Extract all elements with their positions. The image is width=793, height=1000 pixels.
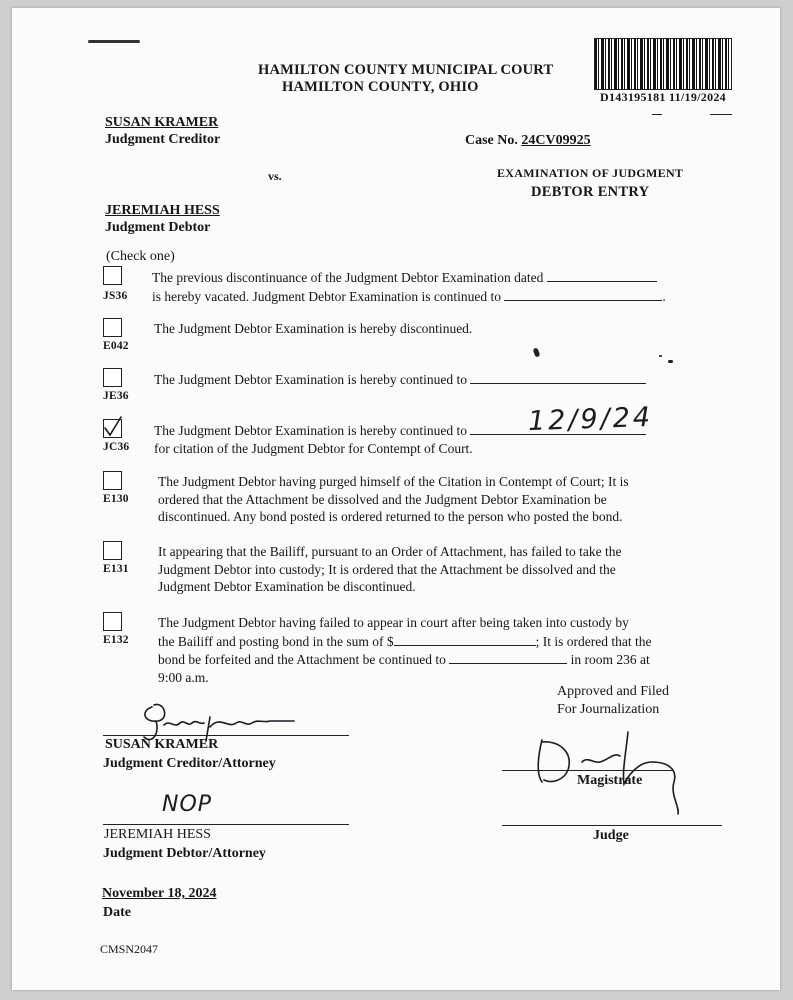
approved-line1: Approved and Filed <box>557 684 669 699</box>
date-label: Date <box>103 905 131 920</box>
debtor-signer-name: JEREMIAH HESS <box>104 827 211 842</box>
option-jc36-line1: The Judgment Debtor Examination is hereby continued to <box>154 423 468 438</box>
versus-label: vs. <box>268 169 282 183</box>
creditor-role: Judgment Creditor <box>105 132 221 147</box>
code-e131: E131 <box>103 563 129 575</box>
case-number-value: 24CV09925 <box>521 133 591 148</box>
creditor-signer-role: Judgment Creditor/Attorney <box>103 756 276 771</box>
checkbox-je36[interactable] <box>103 368 122 387</box>
check-mark-icon <box>100 413 126 439</box>
check-one-label: (Check one) <box>106 249 175 264</box>
option-e132-line2b: ; It is ordered that the <box>535 633 652 649</box>
option-e132-text <box>158 614 728 686</box>
checkbox-e132[interactable] <box>103 612 122 631</box>
option-jc36-line2: for citation of the Judgment Debtor for Contempt of Court. <box>154 440 473 456</box>
option-js36-text: The previous discontinuance of the Judgment Debtor Examination dated is hereby vacated. Judgment Debtor Examination is continued to . <box>152 270 666 304</box>
debtor-signer-role: Judgment Debtor/Attorney <box>103 846 266 861</box>
option-e132-line2a: the Bailiff and posting bond in the sum of $ <box>158 633 394 649</box>
barcode-icon <box>594 38 732 90</box>
checkbox-e131[interactable] <box>103 541 122 560</box>
judge-signature-line <box>502 825 722 826</box>
form-id: CMSN2047 <box>100 942 159 956</box>
debtor-role: Judgment Debtor <box>105 220 211 235</box>
creditor-signature-line <box>103 735 349 736</box>
barcode-stamp-text: D143195181 11/19/2024 <box>600 90 726 104</box>
option-e131-text <box>158 543 718 596</box>
option-e130-line3: discontinued. Any bond posted is ordered returned to the person who posted the bond. <box>158 509 623 524</box>
stray-mark <box>668 360 673 363</box>
debtor-signature-line <box>103 824 349 825</box>
code-jc36: JC36 <box>103 441 130 453</box>
court-name: HAMILTON COUNTY MUNICIPAL COURT <box>258 62 554 78</box>
option-e130-text <box>158 473 718 526</box>
option-js36-line2: is hereby vacated. Judgment Debtor Examination is continued to <box>152 288 502 304</box>
option-e131-line1: It appearing that the Bailiff, pursuant to an Order of Attachment, has failed to take the <box>158 544 622 559</box>
date-blank[interactable] <box>449 650 567 664</box>
debtor-name: JEREMIAH HESS <box>105 203 220 218</box>
doc-title-line2: DEBTOR ENTRY <box>531 184 650 200</box>
judge-label: Judge <box>593 828 629 843</box>
code-e042: E042 <box>103 340 129 352</box>
option-e130-line2: ordered that the Attachment be dissolved and the Judgment Debtor Examination be <box>158 491 607 507</box>
code-e130: E130 <box>103 493 129 505</box>
doc-title-line1: EXAMINATION OF JUDGMENT <box>497 166 684 180</box>
stamp-dash <box>710 114 732 115</box>
code-je36: JE36 <box>103 390 129 402</box>
checkbox-js36[interactable] <box>103 266 122 285</box>
court-location: HAMILTON COUNTY, OHIO <box>282 79 479 95</box>
option-e132-line4: 9:00 a.m. <box>158 669 209 685</box>
date-value: November 18, 2024 <box>102 886 217 901</box>
bond-amount-blank[interactable] <box>394 632 536 646</box>
option-e132-line3a: bond be forfeited and the Attachment be continued to <box>158 652 446 667</box>
code-e132: E132 <box>103 634 129 646</box>
date-blank[interactable] <box>470 370 646 384</box>
handwritten-date: 12/9/24 <box>527 401 654 438</box>
option-e042-line1: The Judgment Debtor Examination is hereby discontinued. <box>154 321 473 336</box>
creditor-signer-name: SUSAN KRAMER <box>105 737 219 752</box>
magistrate-label: Magistrate <box>577 773 643 788</box>
option-je36-line1: The Judgment Debtor Examination is hereby continued to <box>154 372 468 387</box>
option-e132-line3b: in room 236 at <box>570 652 650 667</box>
checkbox-e130[interactable] <box>103 471 122 490</box>
option-e131-line3: Judgment Debtor Examination be discontinued. <box>158 579 416 594</box>
magistrate-signature-line <box>502 770 674 771</box>
option-e131-line2: Judgment Debtor into custody; It is ordered that the Attachment be dissolved and the <box>158 561 616 577</box>
stray-mark <box>88 40 140 43</box>
case-number-label: Case No. <box>465 133 518 148</box>
date-blank[interactable] <box>547 268 657 282</box>
code-js36: JS36 <box>103 290 128 302</box>
creditor-name: SUSAN KRAMER <box>105 115 219 130</box>
case-number <box>465 133 591 149</box>
stray-mark <box>659 355 662 357</box>
date-blank[interactable] <box>504 287 662 301</box>
stamp-dash <box>652 114 662 115</box>
debtor-handwritten-signature: NOP <box>162 792 213 817</box>
checkbox-e042[interactable] <box>103 318 122 337</box>
option-e130-line1: The Judgment Debtor having purged himself of the Citation in Contempt of Court; It is <box>158 474 629 489</box>
option-e132-line1: The Judgment Debtor having failed to appear in court after being taken into custody by <box>158 615 629 630</box>
approved-line2: For Journalization <box>557 702 660 717</box>
option-je36-text <box>154 370 646 389</box>
option-js36-line1: The previous discontinuance of the Judgment Debtor Examination dated <box>152 270 544 285</box>
